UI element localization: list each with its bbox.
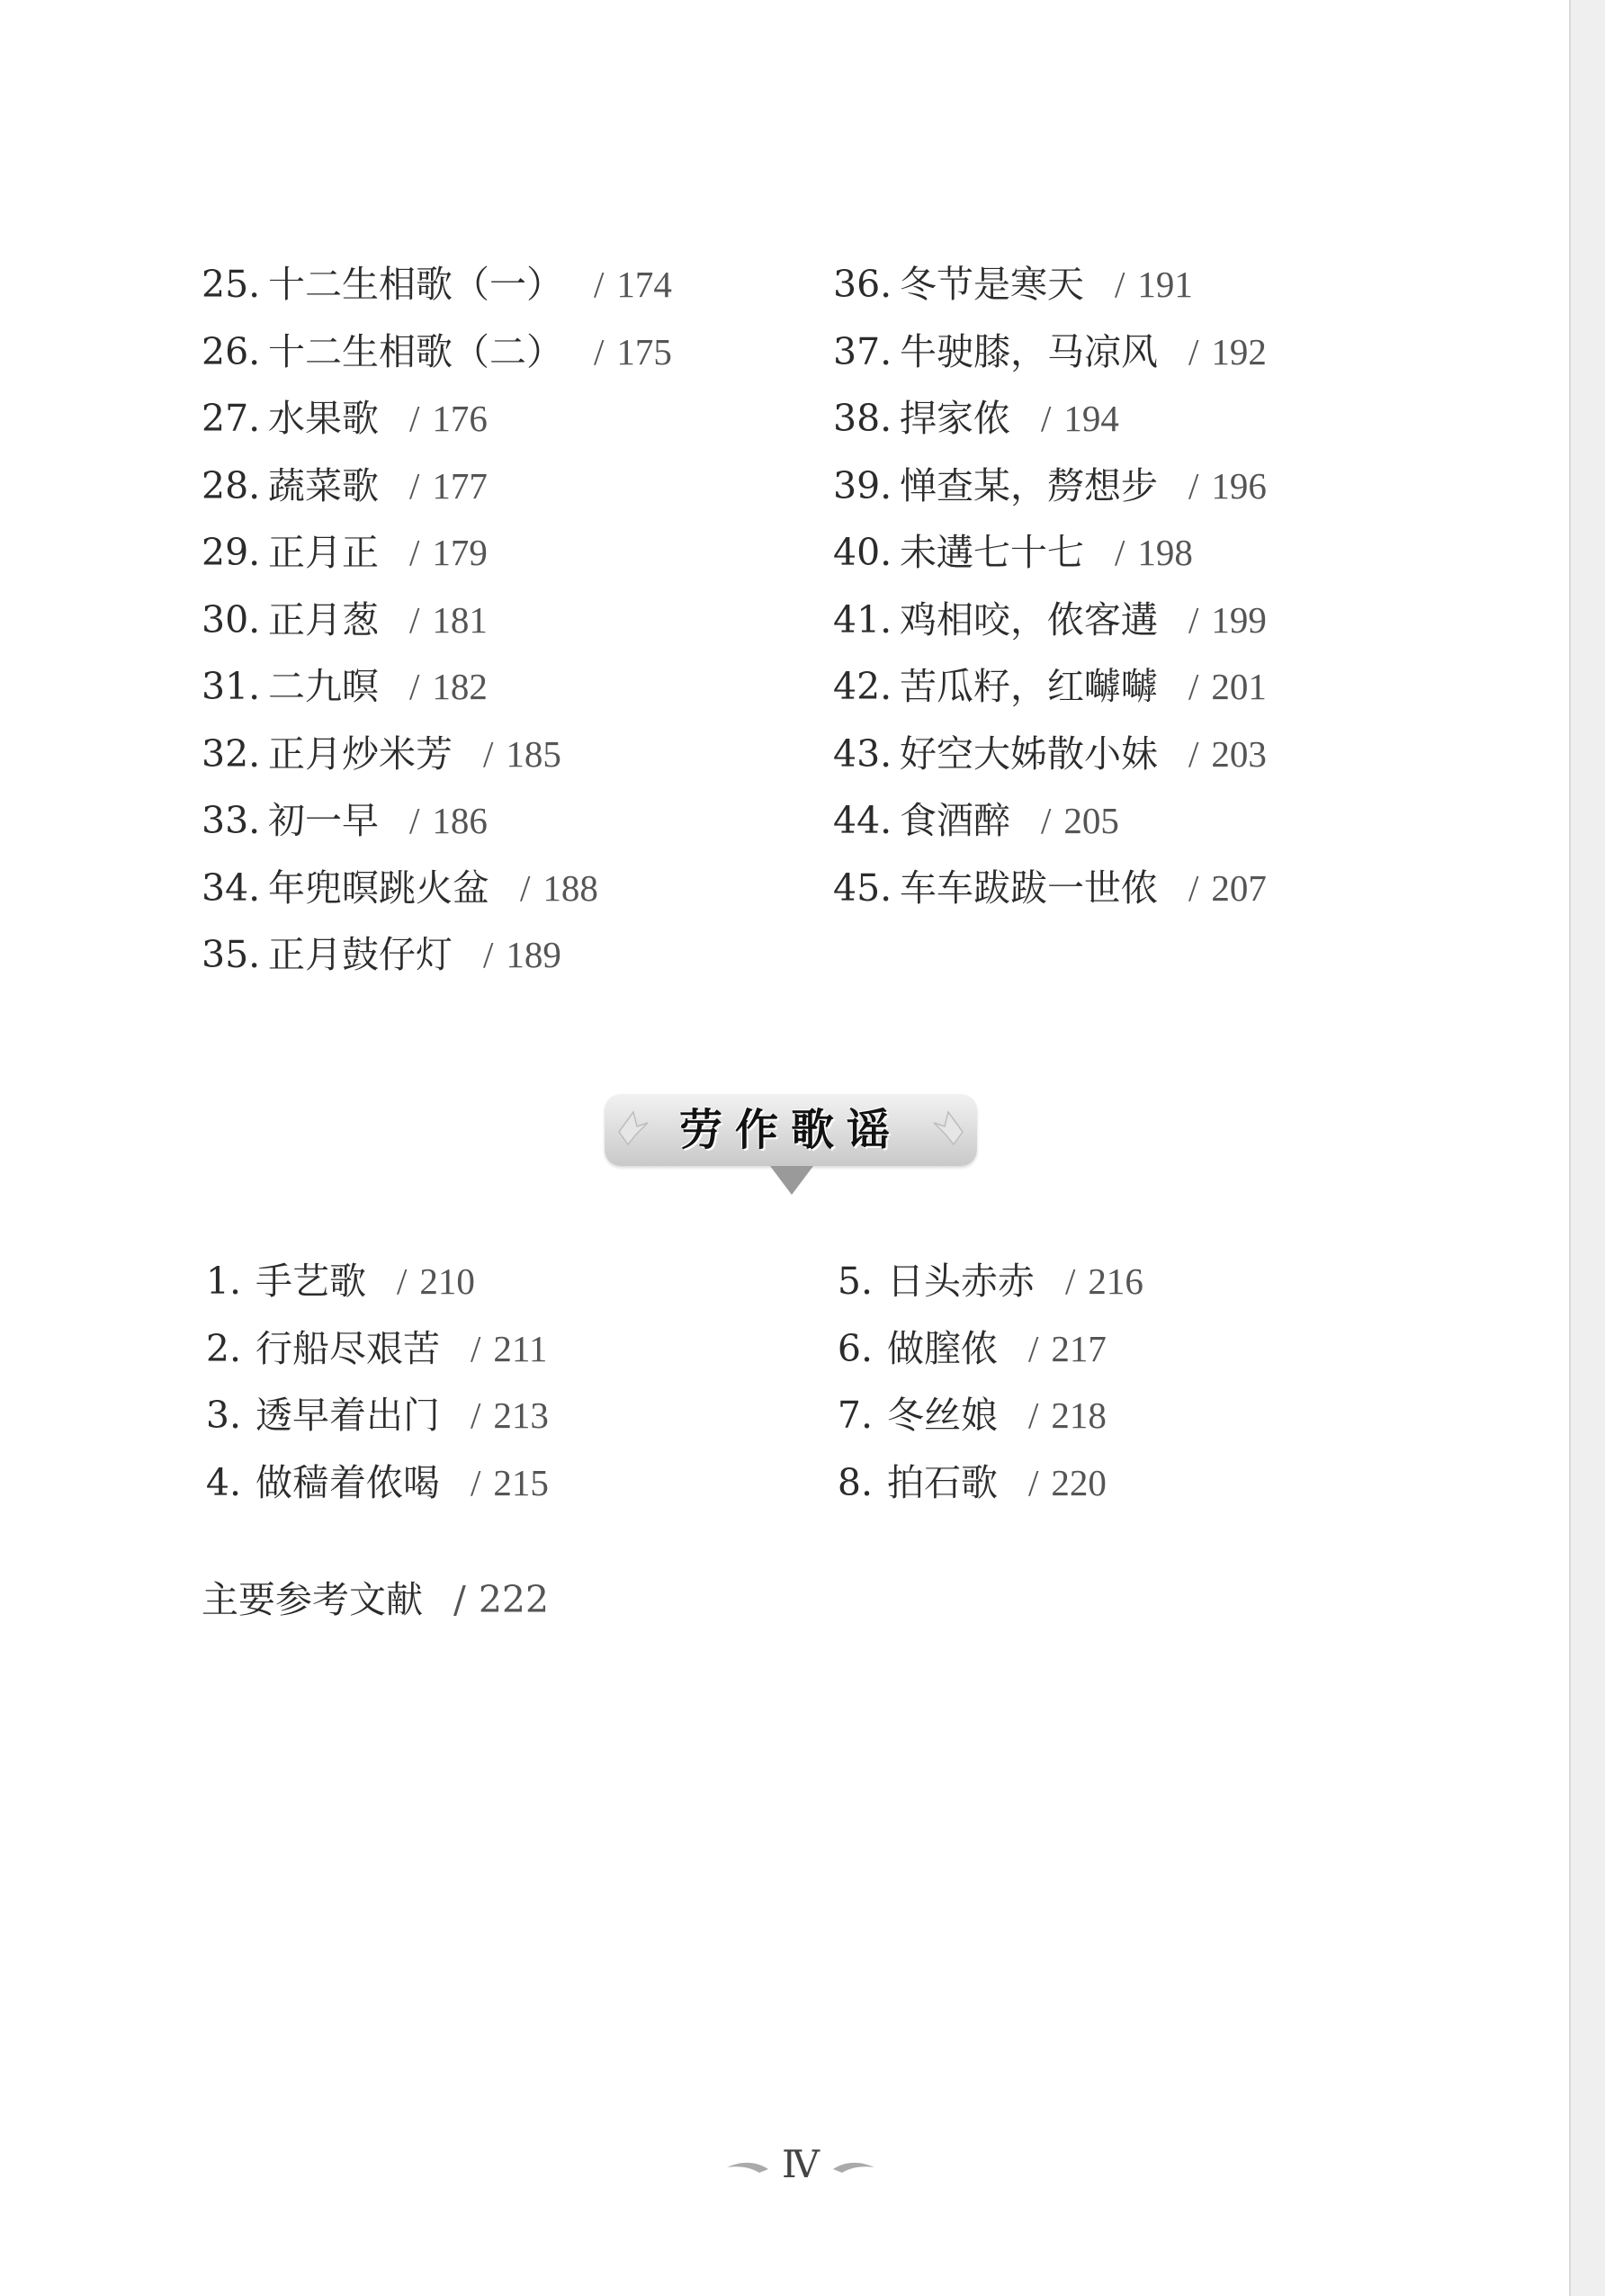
toc-entry[interactable] [202,391,488,445]
toc-entry[interactable] [833,659,1267,713]
separator: / [594,264,605,305]
toc-entry[interactable] [202,459,488,513]
references-entry[interactable] [202,1573,549,1627]
toc-entry-page: 175 [616,330,672,372]
toc-entry-number: 43. [833,731,892,776]
toc-entry-title: 捍家侬 [900,397,1010,440]
toc-entry-number: 5. [837,1260,873,1303]
toc-entry[interactable] [202,794,488,848]
separator: / [594,330,605,372]
separator: / [409,800,420,841]
separator: / [397,1260,408,1302]
right-ornament-icon [831,2158,878,2176]
toc-entry-number: 40. [833,531,892,574]
toc-entry-page: 182 [432,666,488,707]
toc-entry-page: 205 [1063,800,1119,841]
toc-entry-page: 192 [1211,330,1267,372]
toc-entry[interactable] [833,459,1267,513]
separator: / [1188,732,1199,775]
toc-entry[interactable] [202,325,672,379]
toc-entry[interactable] [202,1456,549,1510]
toc-entry-title: 年兜暝跳火盆 [268,865,489,910]
toc-entry-page: 179 [432,532,488,573]
separator: / [409,598,420,641]
toc-entry-page: 199 [1211,598,1267,641]
separator: / [471,1327,481,1369]
toc-entry-page: 188 [542,866,598,909]
toc-entry[interactable] [202,727,561,781]
toc-entry-title: 正月炒米芳 [268,731,453,776]
toc-entry-page: 174 [616,264,672,305]
toc-entry-number: 36. [833,263,892,306]
toc-entry-page: 186 [432,800,488,841]
separator: / [1028,1327,1039,1369]
references-page: 222 [478,1578,550,1621]
toc-entry-page: 194 [1063,398,1119,439]
toc-entry[interactable] [833,593,1267,647]
toc-entry-title: 二九暝 [268,665,379,708]
toc-entry[interactable] [833,525,1193,579]
separator: / [471,1461,481,1503]
separator: / [483,934,494,975]
toc-entry-page: 203 [1211,732,1267,775]
toc-entry-number: 42. [833,665,892,708]
toc-entry-title: 未遘七十七 [900,531,1084,574]
toc-entry-number: 28. [202,463,261,507]
toc-entry-number: 39. [833,463,892,507]
separator: / [1065,1260,1076,1302]
toc-entry[interactable] [833,727,1267,781]
toc-entry-page: 217 [1051,1327,1107,1369]
toc-entry-page: 196 [1211,464,1267,507]
toc-entry-number: 44. [833,799,892,842]
toc-entry[interactable] [202,1388,549,1442]
toc-entry[interactable] [833,325,1267,379]
toc-entry-page: 210 [419,1260,475,1302]
toc-entry[interactable] [833,391,1119,445]
toc-entry-page: 176 [432,398,488,439]
separator: / [1115,532,1125,573]
toc-entry-title: 惮查某，剺想步 [900,463,1158,507]
toc-entry[interactable] [202,659,488,713]
toc-entry[interactable] [202,861,598,915]
toc-entry-title: 拍石歌 [887,1460,998,1504]
toc-entry-title: 蔬菜歌 [268,463,379,507]
toc-entry-title: 牛驶膝，马凉风 [900,329,1158,373]
toc-entry[interactable] [833,1254,1143,1308]
separator: / [1041,800,1052,841]
toc-entry[interactable] [833,257,1193,311]
toc-entry-title: 苦瓜籽，红嚹嚹 [900,665,1158,708]
toc-entry-title: 十二生相歌（一） [268,263,563,306]
toc-entry-title: 做膣侬 [887,1326,998,1370]
toc-entry-number: 26. [202,329,261,373]
section-banner [605,1094,977,1166]
toc-entry-number: 3. [205,1394,241,1437]
separator: / [1188,598,1199,641]
separator: / [1188,330,1199,372]
separator: / [1041,398,1052,439]
separator: / [1188,666,1199,707]
toc-entry-number: 37. [833,329,892,373]
toc-entry-page: 207 [1211,866,1267,909]
toc-entry-title: 冬节是寒天 [900,263,1084,306]
toc-entry-number: 41. [833,597,892,641]
toc-entry-title: 做穑着侬喝 [256,1460,440,1504]
toc-entry[interactable] [833,794,1119,848]
toc-entry-title: 食酒醉 [900,799,1010,842]
toc-entry-title: 透早着出门 [256,1394,440,1437]
crane-decoration-icon [930,1105,966,1150]
left-ornament-icon [723,2158,770,2176]
toc-entry-number: 31. [202,665,261,708]
toc-entry-page: 198 [1137,532,1193,573]
toc-entry[interactable] [202,257,672,311]
toc-entry-page: 220 [1051,1461,1107,1503]
toc-entry-title: 正月正 [268,531,379,574]
toc-entry-page: 189 [506,934,561,975]
toc-entry-number: 29. [202,531,261,574]
toc-entry-page: 211 [493,1327,548,1369]
toc-entry-page: 185 [506,732,561,775]
toc-entry-number: 7. [837,1394,873,1437]
separator: / [409,666,420,707]
toc-entry-title: 日头赤赤 [887,1260,1035,1303]
toc-entry-title: 手艺歌 [256,1260,366,1303]
separator: / [1028,1395,1039,1436]
toc-entry-number: 4. [205,1460,241,1504]
separator: / [1115,264,1125,305]
toc-entry-page: 218 [1051,1395,1107,1436]
toc-entry-number: 30. [202,597,261,641]
separator: / [483,732,494,775]
toc-entry-page: 216 [1088,1260,1143,1302]
toc-entry-page: 177 [432,464,488,507]
toc-entry[interactable] [833,1322,1107,1376]
separator: / [1188,464,1199,507]
toc-entry-title: 车车跋跋一世侬 [900,865,1158,910]
toc-entry-number: 45. [833,865,892,910]
toc-entry-page: 181 [432,598,488,641]
separator: / [409,398,420,439]
toc-entry-title: 冬丝娘 [887,1394,998,1437]
toc-entry-number: 33. [202,799,261,842]
toc-entry-title: 初一早 [268,799,379,842]
toc-entry-number: 6. [837,1326,873,1370]
separator: / [409,532,420,573]
toc-entry[interactable] [833,1456,1107,1510]
toc-entry-title: 行船尽艰苦 [256,1326,440,1370]
toc-entry-number: 8. [837,1460,873,1504]
separator: / [520,866,531,909]
toc-entry-page: 191 [1137,264,1193,305]
toc-entry[interactable] [833,1388,1107,1442]
page-edge-strip [1569,0,1605,2296]
toc-entry[interactable] [833,861,1267,915]
toc-entry[interactable] [202,525,488,579]
section-title: 劳作歌谣 [678,1105,902,1155]
toc-entry-number: 32. [202,731,261,776]
toc-entry-number: 38. [833,397,892,440]
toc-entry-number: 1. [205,1260,241,1303]
separator: / [1028,1461,1039,1503]
toc-entry-number: 34. [202,865,261,910]
toc-entry-number: 2. [205,1326,241,1370]
toc-entry-title: 十二生相歌（二） [268,329,563,373]
toc-entry-title: 正月鼓仔灯 [268,933,453,976]
toc-entry-number: 35. [202,933,261,976]
toc-entry[interactable] [202,1254,475,1308]
toc-entry[interactable] [202,1322,547,1376]
folio-number: Ⅳ [782,2142,820,2186]
toc-entry-page: 213 [493,1395,549,1436]
banner-pointer [770,1166,813,1195]
toc-entry[interactable] [202,593,488,647]
toc-entry-title: 鸡相咬，侬客遘 [900,597,1158,641]
toc-entry-page: 201 [1211,666,1267,707]
references-title: 主要参考文献 [202,1578,423,1621]
toc-entry-page: 215 [493,1461,549,1503]
toc-entry-number: 27. [202,397,261,440]
separator: / [409,464,420,507]
toc-entry-number: 25. [202,263,261,306]
toc-entry-title: 好空大姊散小妹 [900,731,1158,776]
toc-entry-title: 水果歌 [268,397,379,440]
toc-entry[interactable] [202,928,561,982]
page-folio [711,2138,891,2192]
separator: / [453,1578,466,1621]
toc-entry-title: 正月葱 [268,597,379,641]
separator: / [1188,866,1199,909]
separator: / [471,1395,481,1436]
